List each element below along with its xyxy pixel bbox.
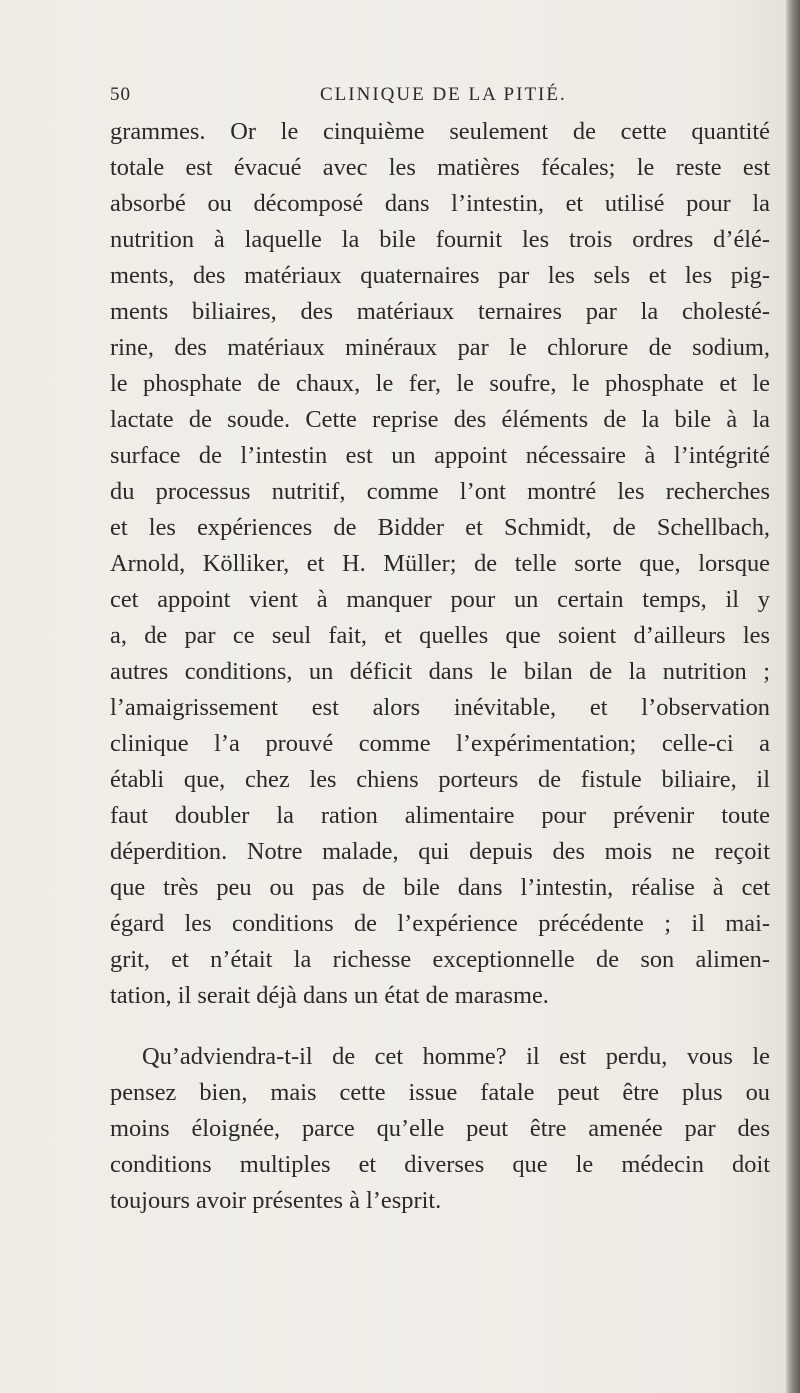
paragraph-1	[110, 114, 770, 1014]
text-line: totale est évacué avec les matières fécales; le reste est	[110, 154, 770, 181]
text-line: lactate de soude. Cette reprise des éléments de la bile à la	[110, 406, 770, 433]
page-edge-shadow	[786, 0, 800, 1393]
text-line: clinique l’a prouvé comme l’expérimentation; celle-ci a	[110, 730, 770, 757]
text-line: tation, il serait déjà dans un état de marasme.	[110, 982, 549, 1009]
text-line: déperdition. Notre malade, qui depuis des mois ne reçoit	[110, 838, 770, 865]
paragraph-spacer	[110, 1014, 770, 1039]
text-line: grammes. Or le cinquième seulement de cette quantité	[110, 118, 770, 145]
text-line: surface de l’intestin est un appoint nécessaire à l’intégrité	[110, 442, 770, 469]
text-line: toujours avoir présentes à l’esprit.	[110, 1187, 442, 1214]
text-line: pensez bien, mais cette issue fatale peut être plus ou	[110, 1079, 770, 1106]
text-line: et les expériences de Bidder et Schmidt, de Schellbach,	[110, 514, 770, 541]
text-line: que très peu ou pas de bile dans l’intestin, réalise à cet	[110, 874, 770, 901]
text-line: établi que, chez les chiens porteurs de fistule biliaire, il	[110, 766, 770, 793]
text-line: Arnold, Kölliker, et H. Müller; de telle sorte que, lorsque	[110, 550, 770, 577]
text-line: du processus nutritif, comme l’ont montré les recherches	[110, 478, 770, 505]
text-line: autres conditions, un déficit dans le bilan de la nutrition ;	[110, 658, 770, 685]
text-line: grit, et n’était la richesse exceptionnelle de son alimen-	[110, 946, 770, 973]
text-line: nutrition à laquelle la bile fournit les trois ordres d’élé-	[110, 226, 770, 253]
text-line: le phosphate de chaux, le fer, le soufre, le phosphate et le	[110, 370, 770, 397]
page-header	[110, 84, 770, 110]
text-line: faut doubler la ration alimentaire pour prévenir toute	[110, 802, 770, 829]
page-number: 50	[110, 84, 131, 105]
text-line: ments, des matériaux quaternaires par les sels et les pig-	[110, 262, 770, 289]
text-line: l’amaigrissement est alors inévitable, et l’observation	[110, 694, 770, 721]
running-title: CLINIQUE DE LA PITIÉ.	[320, 84, 567, 105]
text-line: absorbé ou décomposé dans l’intestin, et utilisé pour la	[110, 190, 770, 217]
text-line: égard les conditions de l’expérience précédente ; il mai-	[110, 910, 770, 937]
body-text	[110, 114, 770, 1219]
text-line: Qu’adviendra-t-il de cet homme? il est perdu, vous le	[142, 1043, 770, 1070]
paragraph-2	[110, 1039, 770, 1219]
text-line: a, de par ce seul fait, et quelles que soient d’ailleurs les	[110, 622, 770, 649]
text-line: rine, des matériaux minéraux par le chlorure de sodium,	[110, 334, 770, 361]
text-line: moins éloignée, parce qu’elle peut être amenée par des	[110, 1115, 770, 1142]
text-line: conditions multiples et diverses que le médecin doit	[110, 1151, 770, 1178]
text-line: cet appoint vient à manquer pour un certain temps, il y	[110, 586, 770, 613]
text-line: ments biliaires, des matériaux ternaires par la cholesté-	[110, 298, 770, 325]
